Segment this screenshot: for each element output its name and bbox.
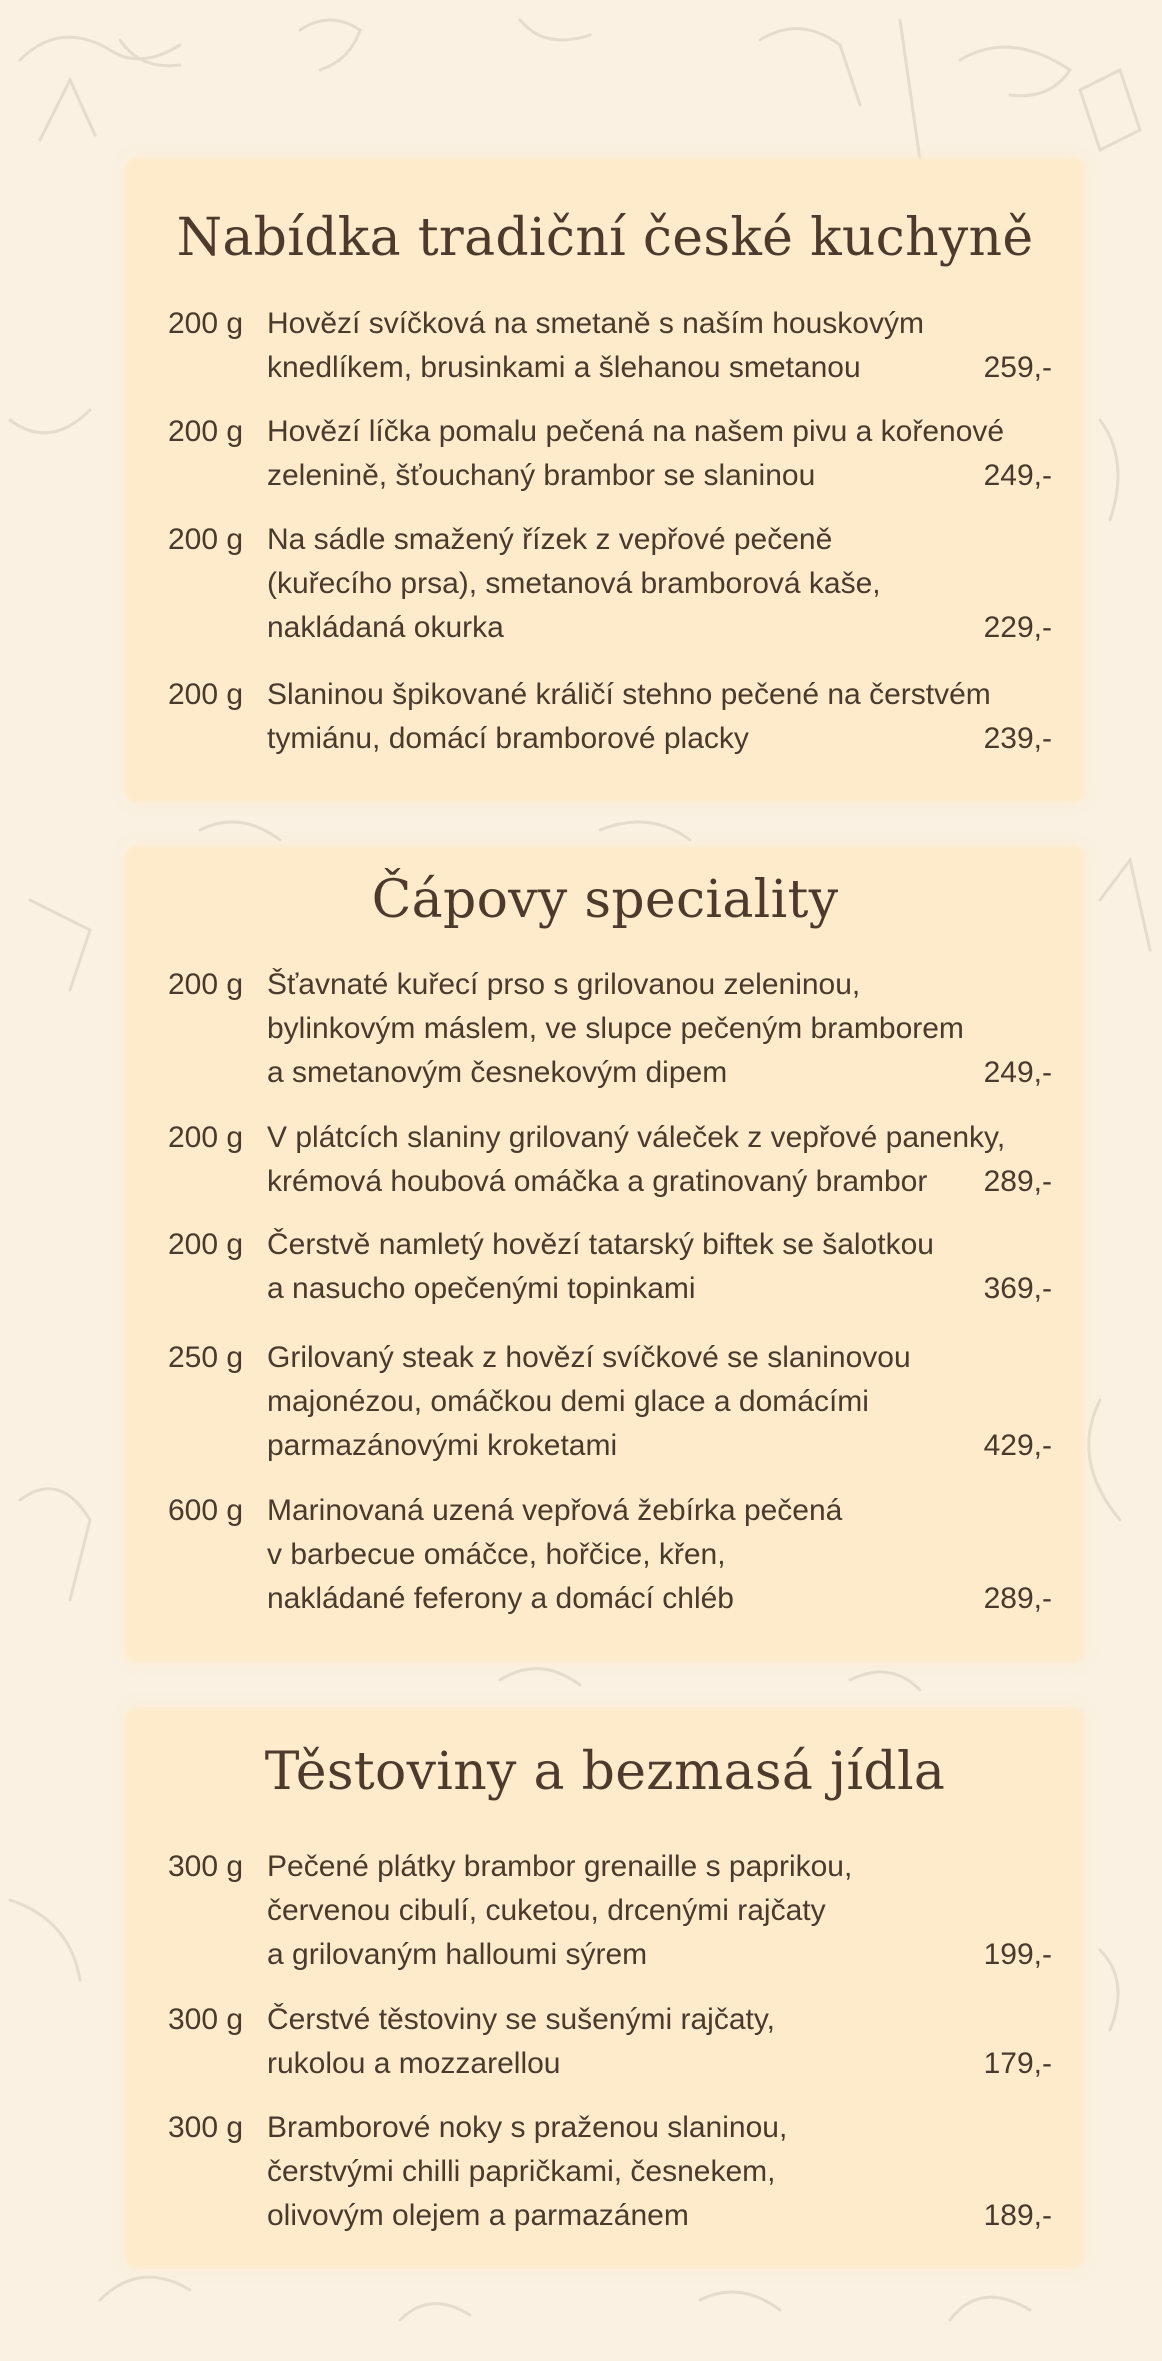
- menu-item-price: 429,-: [983, 1429, 1052, 1462]
- menu-item-description: Marinovaná uzená vepřová žebírka pečená v barbecue omáčce, hořčice, křen, nakládané feferony a domácí chléb: [267, 1494, 843, 1615]
- menu-item: [128, 302, 1082, 390]
- menu-item-weight: 200 g: [168, 307, 244, 340]
- menu-item: [128, 1845, 1082, 1977]
- menu-item-weight: 200 g: [168, 968, 244, 1001]
- menu-item-description: V plátcích slaniny grilovaný váleček z vepřové panenky, krémová houbová omáčka a gratinovaný brambor: [267, 1121, 1006, 1198]
- section-pasta-vegetarian: [128, 1710, 1082, 2266]
- menu-item: [128, 410, 1082, 498]
- menu-item-description: Na sádle smažený řízek z vepřové pečeně (kuřecího prsa), smetanová bramborová kaše, nakládaná okurka: [267, 523, 881, 644]
- menu-item-weight: 200 g: [168, 1228, 244, 1261]
- menu-item-weight: 300 g: [168, 2003, 244, 2036]
- menu-item-weight: 200 g: [168, 523, 244, 556]
- menu-item-description: Grilovaný steak z hovězí svíčkové se slaninovou majonézou, omáčkou demi glace a domácími parmazánovými kroketami: [267, 1341, 911, 1462]
- menu-item-weight: 200 g: [168, 1121, 244, 1154]
- menu-item-price: 249,-: [983, 1056, 1052, 1089]
- menu-item: [128, 1223, 1082, 1311]
- menu-item-description: Hovězí svíčková na smetaně s naším houskovým knedlíkem, brusinkami a šlehanou smetanou: [267, 307, 924, 384]
- menu-item-price: 239,-: [983, 722, 1052, 755]
- menu-item-weight: 200 g: [168, 678, 244, 711]
- menu-item-description: Čerstvě namletý hovězí tatarský biftek se šalotkou a nasucho opečenými topinkami: [267, 1228, 934, 1305]
- menu-item-weight: 600 g: [168, 1494, 244, 1527]
- section-title: Těstoviny a bezmasá jídla: [264, 1742, 946, 1802]
- menu-item-description: Čerstvé těstoviny se sušenými rajčaty, rukolou a mozzarellou: [267, 2003, 775, 2080]
- menu-item-weight: 300 g: [168, 1850, 244, 1883]
- menu-item-weight: 200 g: [168, 415, 244, 448]
- menu-item-description: Šťavnaté kuřecí prso s grilovanou zeleninou, bylinkovým máslem, ve slupce pečeným bramborem a smetanovým česnekovým dipem: [267, 968, 964, 1089]
- menu-item-price: 369,-: [983, 1272, 1052, 1305]
- section-specialities: [128, 848, 1082, 1660]
- menu-item: [128, 673, 1082, 761]
- menu-item-price: 199,-: [983, 1938, 1052, 1971]
- menu-item: [128, 518, 1082, 650]
- menu-item-price: 289,-: [983, 1165, 1052, 1198]
- menu-item-weight: 250 g: [168, 1341, 244, 1374]
- menu-item-description: Hovězí líčka pomalu pečená na našem pivu a kořenové zelenině, šťouchaný brambor se slaninou: [267, 415, 1005, 492]
- section-title: Čápovy speciality: [371, 870, 839, 930]
- section-traditional: [128, 160, 1082, 800]
- menu-item: [128, 2106, 1082, 2238]
- menu-item-description: Slaninou špikované králičí stehno pečené na čerstvém tymiánu, domácí bramborové placky: [267, 678, 991, 755]
- menu-item-description: Bramborové noky s praženou slaninou, čerstvými chilli papričkami, česnekem, olivovým olejem a parmazánem: [267, 2111, 788, 2232]
- menu-item: [128, 1336, 1082, 1468]
- menu-item-weight: 300 g: [168, 2111, 244, 2144]
- menu-item-description: Pečené plátky brambor grenaille s paprikou, červenou cibulí, cuketou, drcenými rajčaty a grilovaným halloumi sýrem: [267, 1850, 853, 1971]
- menu-item: [128, 1116, 1082, 1204]
- menu-item-price: 249,-: [983, 459, 1052, 492]
- menu-item-price: 189,-: [983, 2199, 1052, 2232]
- menu-item: [128, 1489, 1082, 1621]
- menu-item-price: 179,-: [983, 2047, 1052, 2080]
- menu-item-price: 259,-: [983, 351, 1052, 384]
- menu-item-price: 289,-: [983, 1582, 1052, 1615]
- section-title: Nabídka tradiční české kuchyně: [176, 208, 1034, 268]
- menu-item: [128, 963, 1082, 1095]
- menu-item-price: 229,-: [983, 611, 1052, 644]
- menu-item: [128, 1998, 1082, 2086]
